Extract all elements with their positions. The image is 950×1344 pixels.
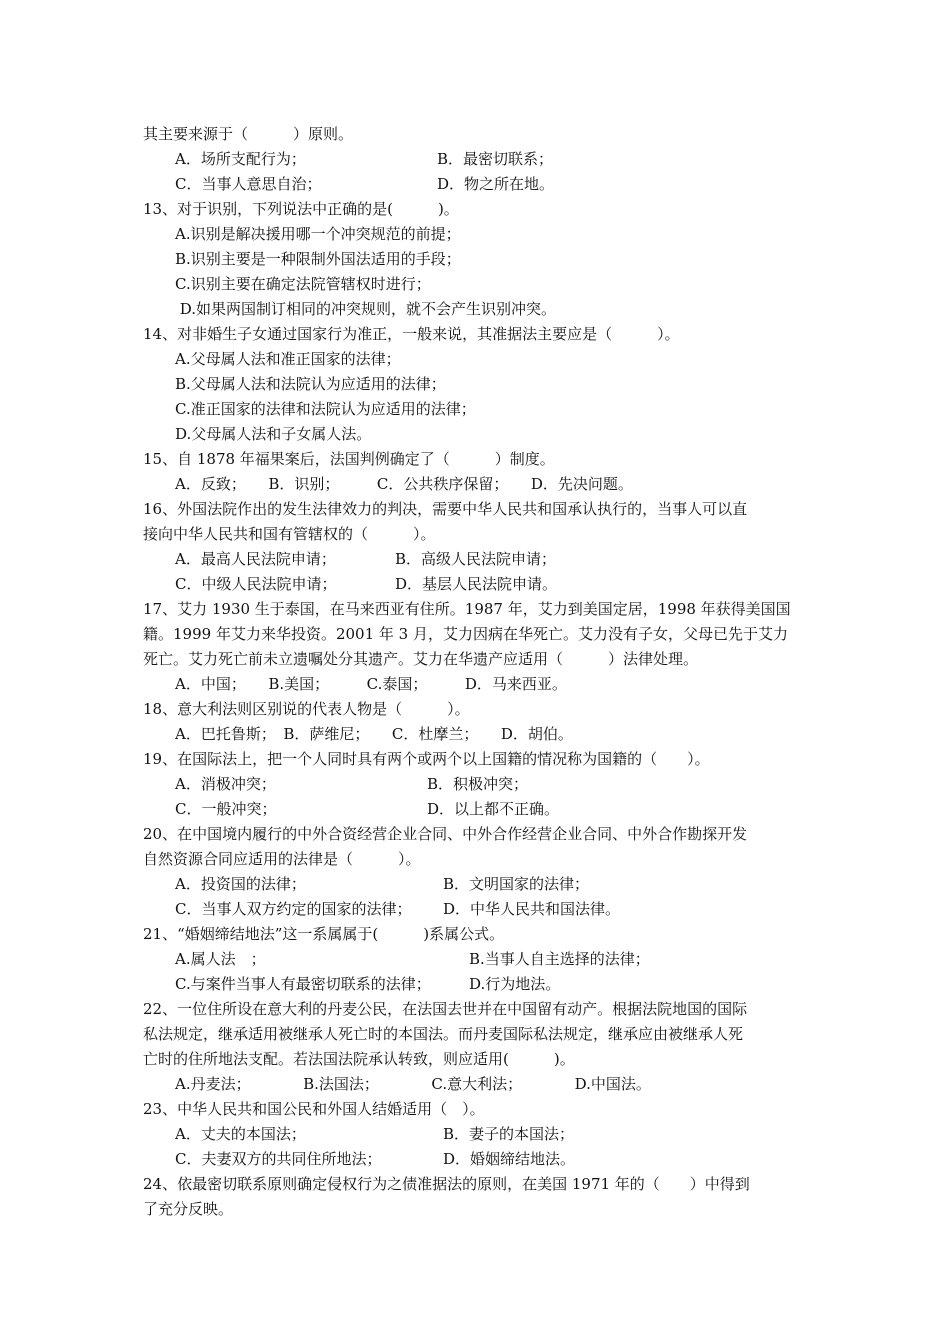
option-right: B．高级人民法院申请； xyxy=(395,550,557,568)
option-pair-line xyxy=(143,872,813,897)
option-line: D.父母属人法和子女属人法。 xyxy=(175,425,372,443)
option-right: D．以上都不正确。 xyxy=(427,800,560,818)
question-text-line: 15、自 1878 年福果案后，法国判例确定了（ ）制度。 xyxy=(143,450,555,468)
question-list xyxy=(143,122,813,1222)
option-right: D．物之所在地。 xyxy=(437,175,555,193)
option-right: D．婚姻缔结地法。 xyxy=(443,1150,576,1168)
option-pair-line xyxy=(143,947,813,972)
option-pair-line xyxy=(143,147,813,172)
option-left: A．投资国的法律； xyxy=(175,875,306,893)
question-text-line: 16、外国法院作出的发生法律效力的判决，需要中华人民共和国承认执行的，当事人可以直 xyxy=(143,500,748,518)
option-right: B．最密切联系； xyxy=(437,150,554,168)
option-right: B.当事人自主选择的法律； xyxy=(469,950,650,968)
option-left: C．当事人双方约定的国家的法律； xyxy=(175,900,412,918)
option-pair-line xyxy=(143,897,813,922)
option-left: C．当事人意思自治； xyxy=(175,175,322,193)
option-pair-line xyxy=(143,797,813,822)
question-text-line: 死亡。艾力死亡前未立遗嘱处分其遗产。艾力在华遗产应适用（ ）法律处理。 xyxy=(143,650,699,668)
question-text-line: 接向中华人民共和国有管辖权的（ ）。 xyxy=(143,525,436,543)
option-pair-line xyxy=(143,1147,813,1172)
option-pair-line xyxy=(143,172,813,197)
option-left: A．场所支配行为； xyxy=(175,150,306,168)
question-text-line: 自然资源合同应适用的法律是（ ）。 xyxy=(143,850,421,868)
question-text-line: 19、在国际法上，把一个人同时具有两个或两个以上国籍的情况称为国籍的（ ）。 xyxy=(143,750,710,768)
question-text-line: 籍。1999 年艾力来华投资。2001 年 3 月，艾力因病在华死亡。艾力没有子女，父母已先于艾力 xyxy=(143,625,788,643)
question-text-line: 亡时的住所地法支配。若法国法院承认转致，则应适用( )。 xyxy=(143,1050,575,1068)
option-line: C.识别主要在确定法院管辖权时进行； xyxy=(175,275,431,293)
option-left: A.属人法 ； xyxy=(175,950,266,968)
option-line: A.父母属人法和准正国家的法律； xyxy=(175,350,401,368)
option-pair-line xyxy=(143,547,813,572)
option-left: C.与案件当事人有最密切联系的法律； xyxy=(175,975,431,993)
option-line: B.识别主要是一种限制外国法适用的手段； xyxy=(175,250,461,268)
question-text-line: 22、一位住所设在意大利的丹麦公民，在法国去世并在中国留有动产。根据法院地国的国际 xyxy=(143,1000,748,1018)
option-left: C．一般冲突； xyxy=(175,800,277,818)
question-text-line: 了充分反映。 xyxy=(143,1200,234,1218)
option-right: D.行为地法。 xyxy=(469,975,561,993)
option-line: A.识别是解决援用哪一个冲突规范的前提； xyxy=(175,225,461,243)
option-line: A．巴托鲁斯； B．萨维尼； C．杜摩兰； D．胡伯。 xyxy=(175,725,573,743)
option-right: B．文明国家的法律； xyxy=(443,875,590,893)
option-left: C．夫妻双方的共同住所地法； xyxy=(175,1150,382,1168)
question-text-line: 17、艾力 1930 生于泰国，在马来西亚有住所。1987 年，艾力到美国定居，1998 年获得美国国 xyxy=(143,600,791,618)
option-right: D．基层人民法院申请。 xyxy=(395,575,558,593)
option-right: B．积极冲突； xyxy=(427,775,529,793)
option-line: B.父母属人法和法院认为应适用的法律； xyxy=(175,375,446,393)
option-line: D.如果两国制订相同的冲突规则，就不会产生识别冲突。 xyxy=(175,300,557,318)
option-right: D．中华人民共和国法律。 xyxy=(443,900,621,918)
option-line: A.丹麦法； B.法国法； C.意大利法； D.中国法。 xyxy=(175,1075,651,1093)
question-text-line: 24、依最密切联系原则确定侵权行为之债准据法的原则，在美国 1971 年的（ ）中得到 xyxy=(143,1175,750,1193)
option-pair-line xyxy=(143,972,813,997)
option-left: C．中级人民法院申请； xyxy=(175,575,337,593)
option-left: A．消极冲突； xyxy=(175,775,276,793)
option-line: C.准正国家的法律和法院认为应适用的法律； xyxy=(175,400,476,418)
question-text-line: 13、对于识别，下列说法中正确的是( )。 xyxy=(143,200,459,218)
question-text-line: 20、在中国境内履行的中外合资经营企业合同、中外合作经营企业合同、中外合作勘探开发 xyxy=(143,825,748,843)
question-text-line: 23、中华人民共和国公民和外国人结婚适用（ ）。 xyxy=(143,1100,485,1118)
option-left: A．最高人民法院申请； xyxy=(175,550,336,568)
option-right: B．妻子的本国法； xyxy=(443,1125,575,1143)
option-line: A．中国； B.美国； C.泰国； D．马来西亚。 xyxy=(175,675,567,693)
question-text-line: 14、对非婚生子女通过国家行为准正，一般来说，其准据法主要应是（ ）。 xyxy=(143,325,680,343)
question-text-line: 18、意大利法则区别说的代表人物是（ ）。 xyxy=(143,700,470,718)
option-pair-line xyxy=(143,572,813,597)
option-left: A．丈夫的本国法； xyxy=(175,1125,306,1143)
question-text-line: 其主要来源于（ ）原则。 xyxy=(143,125,354,143)
option-pair-line xyxy=(143,1122,813,1147)
option-pair-line xyxy=(143,772,813,797)
option-line: A．反致； B．识别； C．公共秩序保留； D．先决问题。 xyxy=(175,475,633,493)
question-text-line: 私法规定，继承适用被继承人死亡时的本国法。而丹麦国际私法规定，继承应由被继承人死 xyxy=(143,1025,744,1043)
question-text-line: 21、“婚姻缔结地法”这一系属属于( )系属公式。 xyxy=(143,925,505,943)
